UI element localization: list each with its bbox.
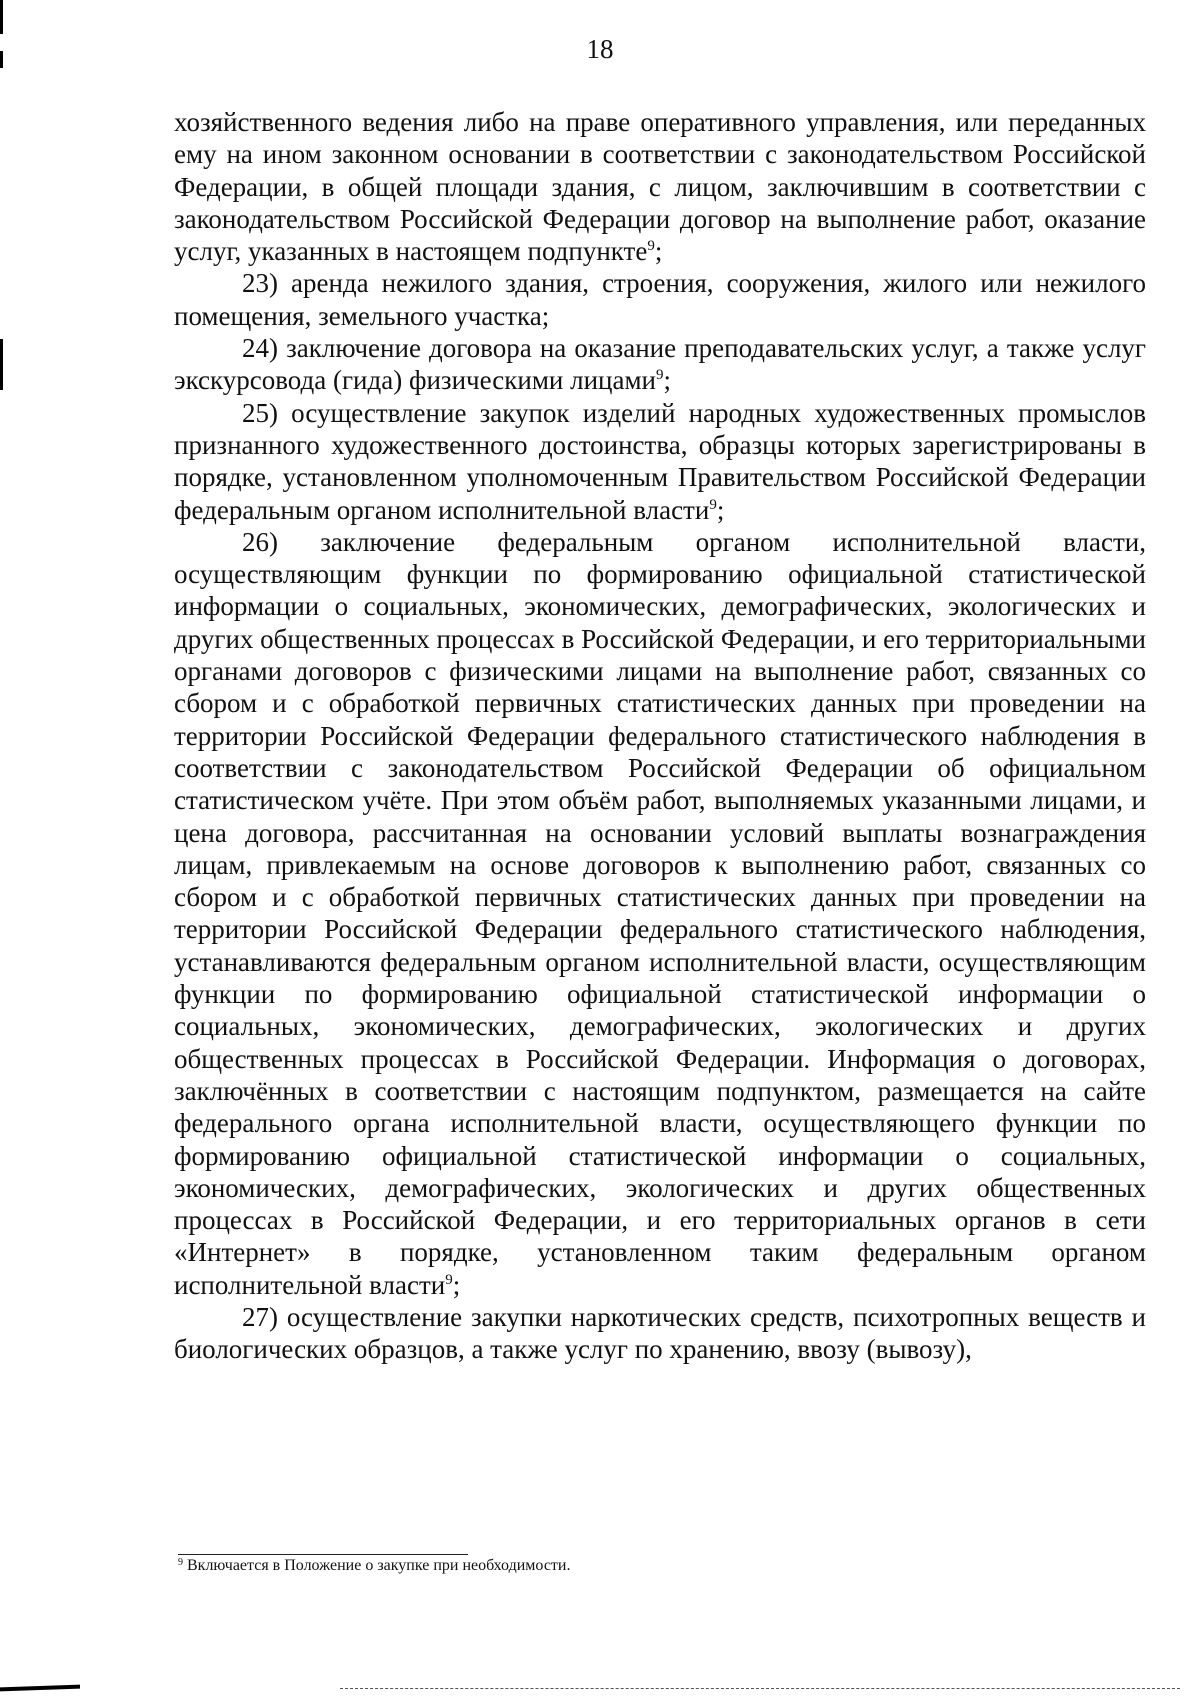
footnote-reference[interactable]: 9 xyxy=(656,367,664,384)
paragraph-text: 23) аренда нежилого здания, строения, сооружения, жилого или нежилого помещения, земельного участка; xyxy=(174,268,1146,331)
paragraph-punctuation: ; xyxy=(654,236,663,267)
footnote-text: Включается в Положение о закупке при необходимости. xyxy=(187,1557,571,1574)
list-item-26 xyxy=(174,526,1146,1301)
paragraph-punctuation: ; xyxy=(452,1269,461,1300)
paragraph-text: хозяйственного ведения либо на праве оперативного управления, или переданных ему на ином законном основании в соответствии с законодательством Российской Федерации, в общей площади здания, с лицом, заключившим в соответствии с законодательством Российской Федерации договор на выполнение работ, оказание услуг, указанных в настоящем подпункте xyxy=(174,107,1146,267)
list-item-23 xyxy=(174,267,1146,332)
footnote-reference[interactable]: 9 xyxy=(709,496,717,513)
footnote-reference[interactable]: 9 xyxy=(647,238,655,255)
footnote-mark: 9 xyxy=(178,1557,183,1568)
list-item-27 xyxy=(174,1301,1146,1366)
paragraph-continuation xyxy=(174,106,1146,267)
paragraph-text: 27) осуществление закупки наркотических средств, психотропных веществ и биологических образцов, а также услуг по хранению, ввозу (вывозу), xyxy=(174,1301,1146,1365)
scan-streak xyxy=(0,1685,80,1692)
footnote-reference[interactable]: 9 xyxy=(445,1271,453,1288)
paragraph-punctuation: ; xyxy=(663,365,672,396)
scan-dashes xyxy=(340,1688,1180,1689)
list-item-24 xyxy=(174,332,1146,397)
paragraph-text: 24) заключение договора на оказание преподавательских услуг, а также услуг экскурсовода (гида) физическими лицами xyxy=(174,333,1146,396)
scan-bottom-artifacts xyxy=(0,1680,1200,1696)
footnote-separator xyxy=(178,1554,468,1555)
page-number: 18 xyxy=(586,34,614,64)
document-body xyxy=(174,106,1146,1366)
list-item-25 xyxy=(174,397,1146,526)
scan-edge-mark xyxy=(0,0,3,1696)
paragraph-punctuation: ; xyxy=(716,494,725,525)
paragraph-text: 26) заключение федеральным органом исполнительной власти, осуществляющим функции по формированию официальной статистической информации о социальных, экономических, демографических, экологических и других общественных процессах в Российской Федерации, и его территориальными органами договоров с физическими лицами на выполнение работ, связанных со сбором и с обработкой первичных статистических данных при проведении на территории Российской Федерации федерального статистического наблюдения в соответствии с законодательством Российской Федерации об официальном статистическом учёте. При этом объём работ, выполняемых указанными лицами, и цена договора, рассчитанная на основании условий выплаты вознаграждения лицам, привлекаемым на основе договоров к выполнению работ, связанных со сбором и с обработкой первичных статистических данных при проведении на территории Российской Федерации федерального статистического наблюдения, устанавливаются федеральным органом исполнительной власти, осуществляющим функции по формированию официальной статистической информации о социальных, экономических, демографических, экологических и других общественных процессах в Российской Федерации. Информация о договорах, заключённых в соответствии с настоящим подпунктом, размещается на сайте федерального органа исполнительной власти, осуществляющего функции по формированию официальной статистической информации о социальных, экономических, демографических, экологических и других общественных процессах в Российской Федерации, и его территориальных органов в сети «Интернет» в порядке, установленном таким федеральным органом исполнительной власти xyxy=(174,526,1146,1300)
paragraph-text: 25) осуществление закупок изделий народных художественных промыслов признанного художественного достоинства, образцы которых зарегистрированы в порядке, установленном уполномоченным Правительством Российской Федерации федеральным органом исполнительной власти xyxy=(174,397,1146,525)
footnote xyxy=(178,1556,978,1576)
